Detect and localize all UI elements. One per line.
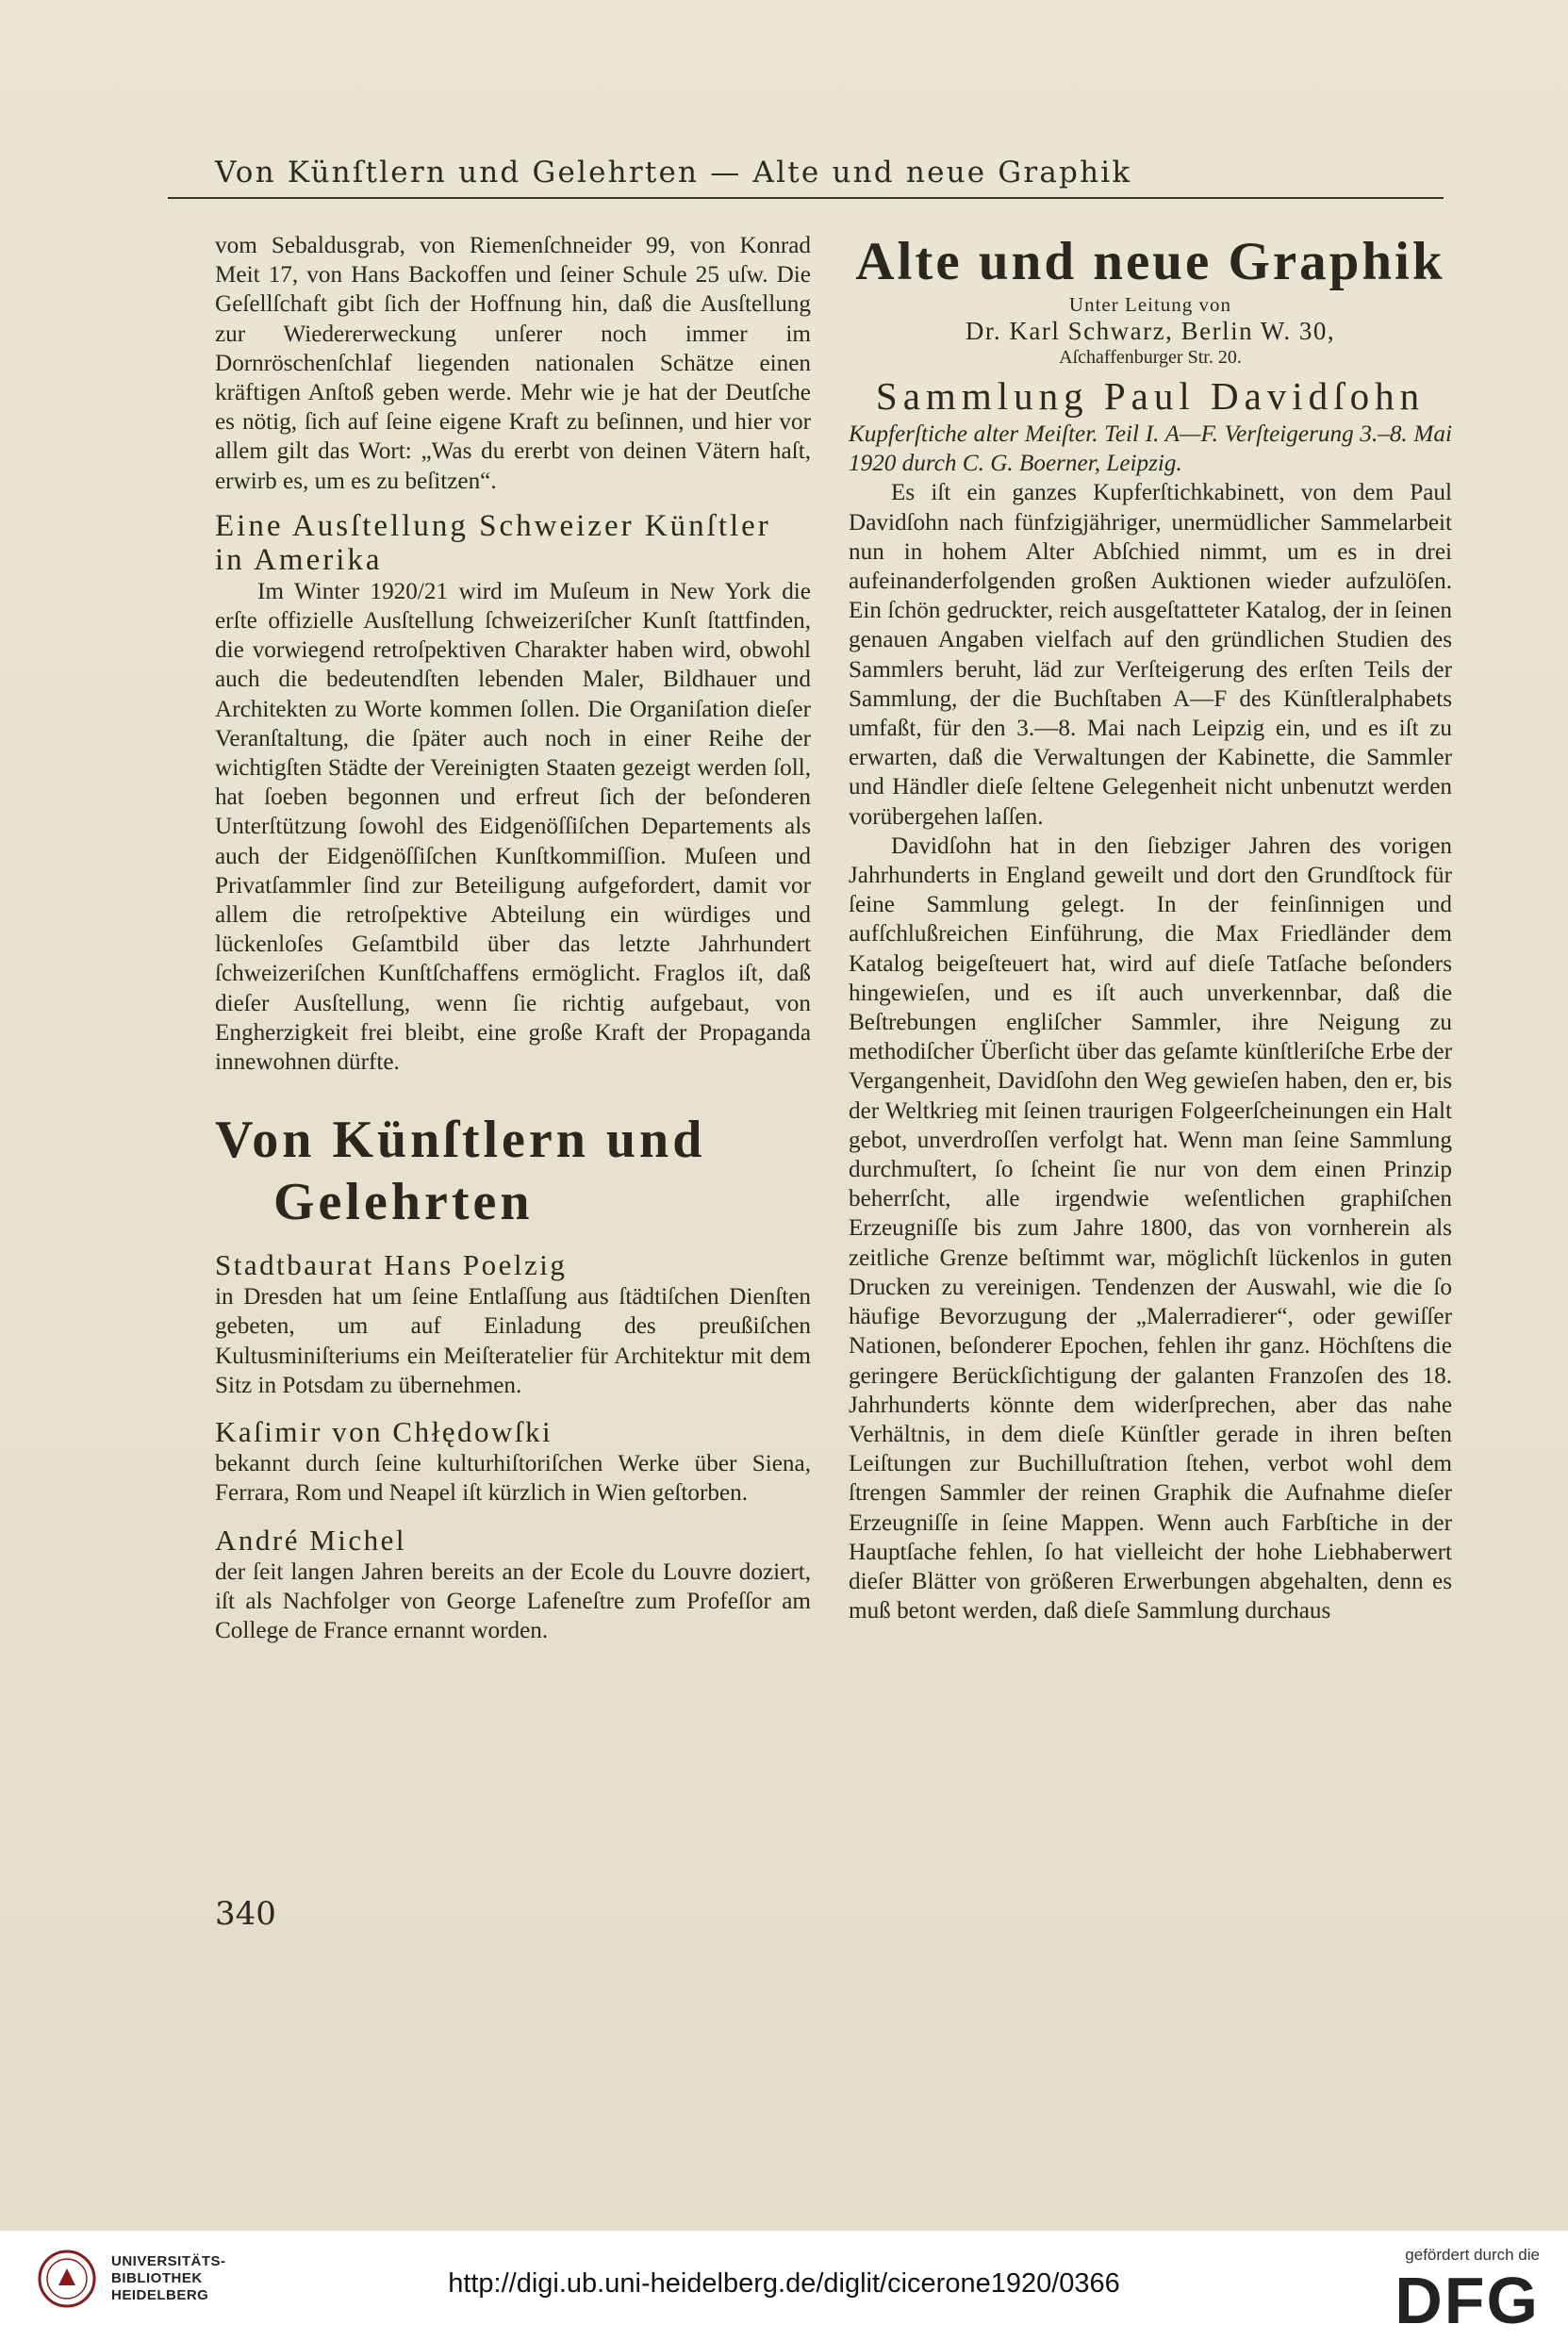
left-column [215, 231, 811, 1645]
permalink-url[interactable]: http://digi.ub.uni-heidelberg.de/diglit/cicerone1920/0366 [448, 2268, 1120, 2299]
section-title-line2: Gelehrten [273, 1173, 534, 1232]
michel-heading: André Michel [215, 1523, 407, 1557]
intro-paragraph: vom Sebaldusgrab, von Riemenſchneider 99, von Konrad Meit 17, von Hans Backoffen und ſeiner Schule 25 uſw. Die Geſellſchaft gibt ſich der Hoffnung hin, daß die Ausſtellung zur Wiedererweckung unſerer noch immer im Dornröschenſchlaf liegenden nationalen Schätze einen kräftigen Anſtoß geben werde. Mehr wie je hat der Deutſche es nötig, ſich auf ſeine eigene Kraft zu beſinnen, und hier vor allem gilt das Wort: „Was du ererbt von deinen Vätern haſt, erwirb es, um es zu beſitzen“. [215, 233, 811, 494]
viewer-footer [0, 2231, 1568, 2341]
editor-line: Unter Leitung von [1068, 293, 1232, 316]
michel-text: der ſeit langen Jahren bereits an der Ecole du Louvre doziert, iſt als Nachfolger von George Lafeneſtre zum Profeſſor am College de France ernannt worden. [215, 1558, 811, 1643]
dfg-logo: DFG [1395, 2264, 1540, 2337]
library-line-2: BIBLIOTHEK [111, 2270, 203, 2286]
library-line-1: UNIVERSITÄTS- [111, 2253, 226, 2269]
graphik-title: Alte und neue Graphik [855, 232, 1445, 291]
library-line-3: HEIDELBERG [111, 2287, 209, 2303]
chledowski-heading: Kaſimir von Chłędowſki [215, 1415, 553, 1449]
funding-caption: gefördert durch die [1405, 2246, 1540, 2264]
graphik-paragraph-2: Davidſohn hat in den ſiebziger Jahren des vorigen Jahrhunderts in England geweilt und dort den Grundſtock für ſeine Sammlung gelegt. In der feinſinnigen und aufſchlußreichen Einführung, die Max Friedländer dem Katalog beigeſteuert hat, wird auf dieſe Tatſache beſonders hingewieſen, und es iſt auch unverkennbar, daß die Beſtrebungen engliſcher Sammler, ihre Neigung zu methodiſcher Überſicht über das geſamte künſtleriſche Erbe der Vergangenheit, Davidſohn den Weg gewieſen haben, den er, bis der Weltkrieg mit ſeinen traurigen Folgeerſcheinungen ein Halt gebot, unverdroſſen verfolgt hat. Wenn man ſeine Sammlung durchmuſtert, ſo ſcheint ſie nur von dem einen Prinzip beherrſcht, alle irgendwie weſentlichen graphiſchen Erzeugniſſe bis zum Jahre 1800, das von vornherein als zeitliche Grenze beſtimmt war, möglichſt lückenlos in guten Drucken zu vereinigen. Tendenzen der Auswahl, wie die ſo häufige Bevorzugung der „Malerradierer“, oder gewiſſer Nationen, beſonderer Epochen, fehlen ihr ganz. Höchſtens die geringere Berückſichtigung der galanten Franzoſen des 18. Jahrhunderts könnte dem widerſprechen, aber das nahe Verhältnis, in dem dieſe Künſtler gerade in ihren beſten Leiſtungen zur Buchilluſtration ſtehen, verbot wohl dem ſtrengen Sammler der reinen Graphik die Aufnahme dieſer Erzeugniſſe in ſeine Mappen. Wenn auch Farbſtiche in der Hauptſache fehlen, ſo hat vielleicht der hohe Liebhaberwert dieſer Blätter von größeren Erwerbungen abgehalten, denn es muß betont werden, daß dieſe Sammlung durchaus [849, 833, 1452, 1624]
editor-name: Dr. Karl Schwarz, Berlin W. 30, [965, 317, 1336, 345]
chledowski-text: bekannt durch ſeine kulturhiſtoriſchen Werke über Siena, Ferrara, Rom und Neapel iſt kürzlich in Wien geſtorben. [215, 1451, 811, 1507]
running-head: Von Künſtlern und Gelehrten — Alte und neue Graphik [215, 156, 1132, 190]
page-number: 340 [215, 1895, 276, 1933]
section-title-line1: Von Künſtlern und [215, 1111, 706, 1170]
poelzig-text: in Dresden hat um ſeine Entlaſſung aus ſtädtiſchen Dienſten gebeten, um auf Einladung des preußiſchen Kultusminiſteriums ein Meiſteratelier für Architektur mit dem Sitz in Potsdam zu übernehmen. [215, 1284, 811, 1398]
header-rule [168, 197, 1444, 199]
editor-address: Aſchaffenburger Str. 20. [1059, 347, 1242, 368]
graphik-paragraph-1: Es iſt ein ganzes Kupferſtichkabinett, von dem Paul Davidſohn nach fünfzigjähriger, unermüdlicher Sammelarbeit nun in hohem Alter Abſchied nimmt, um es in drei aufeinanderfolgenden großen Auktionen wieder aufzulöſen. Ein ſchön gedruckter, reich ausgeſtatteter Katalog, der in ſeinen genauen Angaben vielfach auf den gründlichen Studien des Sammlers beruht, läd zur Verſteigerung des erſten Teils der Sammlung, der die Buchſtaben A—F des Künſtleralphabets umfaßt, für den 3.—8. Mai nach Leipzig ein, und es iſt zu erwarten, daß die Verwaltungen der Kabinette, die Sammler und Händler dieſe ſeltene Gelegenheit nicht unbenutzt werden vorübergehen laſſen. [849, 480, 1452, 830]
exhibition-heading: Eine Ausſtellung Schweizer Künſtler in Amerika [215, 508, 771, 577]
right-column [849, 231, 1452, 1625]
sale-info: Kupferſtiche alter Meiſter. Teil I. A—F. Verſteigerung 3.–8. Mai 1920 durch C. G. Boerner, Leipzig. [849, 421, 1452, 477]
section-title [215, 1109, 811, 1233]
collection-title: Sammlung Paul Davidſohn [875, 374, 1426, 418]
exhibition-paragraph: Im Winter 1920/21 wird im Muſeum in New York die erſte offizielle Ausſtellung ſchweizeriſcher Kunſt ſtattfinden, die vorwiegend retroſpektiven Charakter haben wird, obwohl auch die bedeutendſten lebenden Maler, Bildhauer und Architekten zu Worte kommen ſollen. Die Organiſation dieſer Veranſtaltung, die ſpäter auch noch in einer Reihe der wichtigſten Städte der Vereinigten Staaten gezeigt werden ſoll, hat ſoeben begonnen und erfreut ſich der beſonderen Unterſtützung ſowohl des Eidgenöſſiſchen Departements als auch der Eidgenöſſiſchen Kunſtkommiſſion. Muſeen und Privatſammler ſind zur Beteiligung aufgefordert, damit vor allem die retroſpektive Abteilung ein würdiges und lückenloſes Geſamtbild über das letzte Jahrhundert ſchweizeriſchen Kunſtſchaffens ermöglicht. Fraglos iſt, daß dieſer Ausſtellung, wenn ſie richtig aufgebaut, von Engherzigkeit frei bleibt, eine große Kraft der Propaganda innewohnen dürfte. [215, 578, 811, 1076]
poelzig-heading: Stadtbaurat Hans Poelzig [215, 1248, 568, 1282]
